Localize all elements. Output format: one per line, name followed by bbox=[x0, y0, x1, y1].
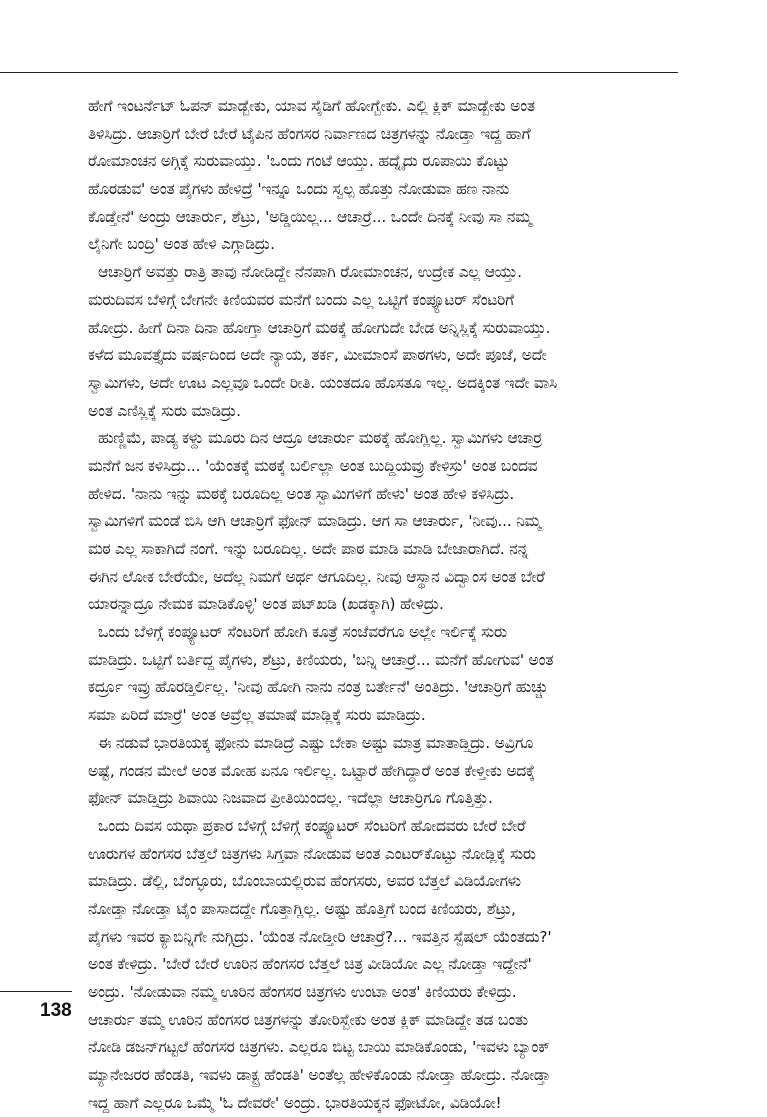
text-line: ಹೊರಡುವ' ಅಂತ ಪೈಗಳು ಹೇಳಿದ್ರೆ 'ಇನ್ನೂ ಒಂದು ಸ್ವಲ್ಪ ಹೊತ್ತು ನೋಡುವಾ ಹಣ ನಾನು bbox=[88, 180, 509, 199]
text-line: ನೋಡ್ತಾ ನೋಡ್ತಾ ಟೈಂ ಪಾಸಾದದ್ದೇ ಗೊತ್ತಾಗ್ಲಿಲ್ಲ. ಅಷ್ಟು ಹೊತ್ತಿಗೆ ಬಂದ ಕಿಣಿಯರು, ಶೆಟ್ರು, bbox=[88, 899, 516, 918]
text-line: ಅಂದ್ರು. 'ನೋಡುವಾ ನಮ್ಮ ಊರಿನ ಹೆಂಗಸರ ಚಿತ್ರಗಳು ಉಂಟಾ ಅಂತ' ಕಿಣಿಯರು ಕೇಳಿದ್ರು. bbox=[88, 983, 517, 1001]
text-line: ಅಂತ ಕೇಳಿದ್ರು. 'ಬೇರೆ ಬೇರೆ ಊರಿನ ಹೆಂಗಸರ ಬೆತ್ತಲೆ ಚಿತ್ರ ವೀಡಿಯೋ ಎಲ್ಲ ನೋಡ್ತಾ ಇದ್ದೇನೆ' bbox=[88, 955, 532, 974]
text-line: ಪೈಗಳು ಇವರ ಕ್ಯಾಬಿನ್ನಿಗೇ ನುಗ್ಗಿದ್ರು. 'ಯೆಂತ ನೋಡ್ತೀರಿ ಆಚಾರ್ರೆ?... ಇವತ್ತಿನ ಸ್ಪೆಷಲ್ ಯೆಂತದು?' bbox=[88, 927, 552, 946]
page-number: 138 bbox=[40, 1000, 72, 1021]
text-line: ತಿಳಿಸಿದ್ರು. ಆಚಾರ್ರಿಗೆ ಬೇರೆ ಬೇರೆ ಟೈಪಿನ ಹೆಂಗಸರ ನಿರ್ವಾಣದ ಚಿತ್ರಗಳನ್ನು ನೋಡ್ತಾ ಇದ್ದ ಹಾಗೆ bbox=[88, 124, 531, 143]
text-line: ಅಷ್ಟೆ, ಗಂಡನ ಮೇಲೆ ಅಂತ ಮೋಹ ಏನೂ ಇರ್ಲಿಲ್ಲ. ಒಟ್ಟಾರೆ ಹೇಗಿದ್ದಾರೆ ಅಂತ ಕೇಳ್ತೀಕು ಅದಕ್ಕೆ bbox=[88, 761, 535, 780]
text-line: ಮ್ಯಾನೇಜರರ ಹೆಂಡತಿ, ಇವಳು ಡಾಕ್ಟ್ರ ಹೆಂಡತಿ' ಅಂತೆಲ್ಲ ಹೇಳಿಕೊಂಡು ನೋಡ್ತಾ ಹೋದ್ರು. ನೋಡ್ತಾ bbox=[88, 1066, 551, 1085]
text-line: ಒಂದು ದಿವಸ ಯಥಾ ಪ್ರಕಾರ ಬೆಳಿಗ್ಗೆ ಬೆಳಿಗ್ಗೆ ಕಂಪ್ಯೂಟರ್ ಸೆಂಟರಿಗೆ ಹೋದವರು ಬೇರೆ ಬೇರೆ bbox=[98, 816, 526, 835]
text-line: ಕರ್ದ್ರೂ ಇವ್ರು ಹೊರಡ್ತಿರ್ಲಿಲ್ಲ. 'ನೀವು ಹೋಗಿ ನಾನು ನಂತ್ರ ಬರ್ತೇನೆ' ಅಂತಿದ್ರು. 'ಆಚಾರ್ರಿಗೆ ಹುಚ್ಚು bbox=[88, 678, 548, 697]
text-line: ಸ್ವಾಮಿಗಳು, ಅದೇ ಊಟ ಎಲ್ಲವೂ ಒಂದೇ ರೀತಿ. ಯಂತದೂ ಹೊಸತೂ ಇಲ್ಲ. ಅದಕ್ಕಿಂತ ಇದೇ ವಾಸಿ bbox=[88, 373, 558, 392]
text-line: ಹೇಳಿದ. 'ನಾನು ಇನ್ನು ಮಠಕ್ಕೆ ಬರೂದಿಲ್ಲ ಅಂತ ಸ್ವಾಮಿಗಳಿಗೆ ಹೇಳು' ಅಂತ ಹೇಳಿ ಕಳಿಸಿದ್ರು. bbox=[88, 484, 515, 503]
text-line: ಊರುಗಳ ಹೆಂಗಸರ ಬೆತ್ತಲೆ ಚಿತ್ರಗಳು ಸಿಗ್ತವಾ ನೋಡುವ ಅಂತ ಎಂಟರ್‌ಕೊಟ್ಟು ನೋಡ್ಲಿಕ್ಕೆ ಸುರು bbox=[88, 844, 536, 863]
top-rule bbox=[0, 72, 678, 73]
text-line: ಸ್ವಾಮಿಗಳಿಗೆ ಮಂಡೆ ಬಿಸಿ ಆಗಿ ಆಚಾರ್ರಿಗೆ ಫೋನ್ ಮಾಡಿದ್ರು. ಆಗ ಸಾ ಆಚಾರ್ರು, 'ನೀವು... ನಿಮ್ಮ bbox=[88, 512, 542, 531]
body-text bbox=[88, 93, 680, 1117]
text-line: ಯಾರನ್ನಾದ್ರೂ ನೇಮಕ ಮಾಡಿಕೊಳ್ಳಿ' ಅಂತ ಪಟ್‌ಖಡಿ (ಖಡಕ್ಕಾಗಿ) ಹೇಳಿದ್ರು. bbox=[88, 595, 444, 614]
text-line: ಹೇಗೆ ಇಂಟರ್ನೆಟ್ ಓಪನ್ ಮಾಡ್ಬೇಕು, ಯಾವ ಸೈಡಿಗೆ ಹೋಗ್ಬೇಕು. ಎಲ್ಲಿ ಕ್ಲಿಕ್ ಮಾಡ್ಬೇಕು ಅಂತ bbox=[88, 97, 535, 115]
text-line: ಕಳೆದ ಮೂವತ್ತೈದು ವರ್ಷದಿಂದ ಅದೇ ನ್ಯಾಯ, ತರ್ಕ, ಮೀಮಾಂಸೆ ಪಾಠಗಳು, ಅದೇ ಪೂಜೆ, ಅದೇ bbox=[88, 346, 547, 365]
text-line: ಇದ್ದ ಹಾಗೆ ಎಲ್ಲರೂ ಒಮ್ಮೆ 'ಓ ದೇವರೇ' ಅಂದ್ರು. ಭಾರತಿಯಕ್ಕನ ಫೋಟೋ, ವಿಡಿಯೋ! bbox=[88, 1093, 502, 1112]
text-line: ನೋಡಿ ಡಜನ್‌ಗಟ್ಟಲೆ ಹೆಂಗಸರ ಚಿತ್ರಗಳು. ಎಲ್ಲರೂ ಬಿಟ್ಟ ಬಾಯಿ ಮಾಡಿಕೊಂಡು, 'ಇವಳು ಬ್ಯಾಂಕ್ bbox=[88, 1038, 550, 1057]
text-line: ರೋಮಾಂಚನ ಅಗ್ಗಿಕ್ಕೆ ಸುರುವಾಯ್ತು. 'ಒಂದು ಗಂಟೆ ಆಯ್ತು. ಹದ್ನೈದು ರೂಪಾಯಿ ಕೊಟ್ಟು bbox=[88, 152, 510, 171]
text-line: ಈಗಿನ ಲೋಕ ಬೇರೆಯೇ, ಅದೆಲ್ಲ ನಿಮಗೆ ಅರ್ಥ ಆಗೂದಿಲ್ಲ. ನೀವು ಆಸ್ಥಾನ ವಿದ್ವಾಂಸ ಅಂತ ಬೇರೆ bbox=[88, 567, 545, 586]
text-line: ಮಾಡಿದ್ರು. ಡೆಲ್ಲಿ, ಬೆಂಗ್ಳೂರು, ಬೊಂಬಾಯಲ್ಲಿರುವ ಹೆಂಗಸರು, ಅವರ ಬೆತ್ತಲೆ ವಿಡಿಯೋಗಳು bbox=[88, 872, 521, 891]
text-line: ಮಾಡಿದ್ರು. ಒಟ್ಟಿಗೆ ಬರ್ತಿದ್ದ ಪೈಗಳು, ಶೆಟ್ರು, ಕಿಣಿಯರು, 'ಬನ್ನಿ ಆಚಾರ್ರೆ... ಮನೆಗೆ ಹೋಗುವ' ಅಂತ bbox=[88, 650, 554, 669]
text-line: ಆಚಾರ್ರು ತಮ್ಮ ಊರಿನ ಹೆಂಗಸರ ಚಿತ್ರಗಳನ್ನು ತೋರಿಸ್ಬೇಕು ಅಂತ ಕ್ಲಿಕ್ ಮಾಡಿದ್ದೇ ತಡ ಬಂತು bbox=[88, 1010, 528, 1029]
text-line: ಹೋದ್ರು. ಹೀಗೆ ದಿನಾ ದಿನಾ ಹೋಗ್ತಾ ಆಚಾರ್ರಿಗೆ ಮಠಕ್ಕೆ ಹೋಗುದೇ ಬೇಡ ಅನ್ನಿಸ್ಲಿಕ್ಕೆ ಸುರುವಾಯ್ತು. bbox=[88, 318, 551, 337]
text-line: ಫೋನ್ ಮಾಡ್ತಿದ್ರು ಶಿವಾಯಿ ನಿಜವಾದ ಪ್ರೀತಿಯಿಂದಲ್ಲ. ಇದೆಲ್ಲಾ ಆಚಾರ್ರಿಗೂ ಗೊತ್ತಿತ್ತು. bbox=[88, 789, 493, 808]
text-line: ಲೈನಿಗೇ ಬಂದ್ರಿ' ಅಂತ ಹೇಳಿ ಎಗ್ಗಾಡಿದ್ರು. bbox=[88, 235, 275, 254]
text-line: ಅಂತ ಎಣಿಸ್ಲಿಕ್ಕೆ ಸುರು ಮಾಡಿದ್ರು. bbox=[88, 401, 241, 420]
text-line: ಮನೆಗೆ ಜನ ಕಳಿಸಿದ್ರು... 'ಯೆಂತಕ್ಕೆ ಮಠಕ್ಕೆ ಬರ್ಲಿಲ್ಲಾ ಅಂತ ಬುದ್ದಿಯವ್ರು ಕೇಳಿಸ್ರು' ಅಂತ ಬಂದವ bbox=[88, 456, 538, 475]
text-line: ಒಂದು ಬೆಳಿಗ್ಗೆ ಕಂಪ್ಯೂಟರ್ ಸೆಂಟರಿಗೆ ಹೋಗಿ ಕೂತ್ರೆ ಸಂಜೆವರೆಗೂ ಅಲ್ಲೇ ಇರ್ಲಿಕ್ಕೆ ಸುರು bbox=[98, 623, 507, 642]
text-line: ಮರುದಿವಸ ಬೆಳಿಗ್ಗೆ ಬೇಗನೇ ಕಿಣಿಯವರ ಮನೆಗೆ ಬಂದು ಎಲ್ಲ ಒಟ್ಟಿಗೆ ಕಂಪ್ಯೂಟರ್ ಸೆಂಟರಿಗೆ bbox=[88, 290, 514, 309]
text-line: ಈ ನಡುವೆ ಭಾರತಿಯಕ್ಕ ಫೋನು ಮಾಡಿದ್ರೆ ಎಷ್ಟು ಬೇಕಾ ಅಷ್ಟು ಮಾತ್ರ ಮಾತಾಡ್ತಿದ್ರು. ಅವ್ರಿಗೂ bbox=[98, 733, 533, 752]
text-line: ಮಠ ಎಲ್ಲ ಸಾಕಾಗಿದೆ ನಂಗೆ. ಇನ್ನು ಬರೂದಿಲ್ಲ. ಅದೇ ಪಾಠ ಮಾಡಿ ಮಾಡಿ ಬೇಜಾರಾಗಿದೆ. ನನ್ನ bbox=[88, 540, 529, 558]
footer-rule bbox=[0, 991, 72, 992]
text-line: ಕೊಡ್ತೇನೆ' ಅಂದ್ರು ಆಚಾರ್ರು, ಶೆಟ್ರು, 'ಅಡ್ಡಿಯಿಲ್ಲ... ಆಚಾರ್ರೆ... ಒಂದೇ ದಿನಕ್ಕೆ ನೀವು ಸಾ ನಮ್ಮ bbox=[88, 207, 532, 226]
text-line: ಸಮಾ ಏರಿದೆ ಮಾರ್ರೆ' ಅಂತ ಅವ್ರೆಲ್ಲ ತಮಾಷೆ ಮಾಡ್ಲಿಕ್ಕೆ ಸುರು ಮಾಡಿದ್ರು. bbox=[88, 706, 426, 725]
text-line: ಹುಣ್ಣಿಮೆ, ಪಾಡ್ಯ ಕಳ್ದು ಮೂರು ದಿನ ಆದ್ರೂ ಆಚಾರ್ರು ಮಠಕ್ಕೆ ಹೋಗ್ಲಿಲ್ಲ. ಸ್ವಾಮಿಗಳು ಆಚಾರ್ರ bbox=[98, 429, 542, 448]
text-line: ಆಚಾರ್ರಿಗೆ ಅವತ್ತು ರಾತ್ರಿ ತಾವು ನೋಡಿದ್ದೇ ನೆನಪಾಗಿ ರೋಮಾಂಚನ, ಉದ್ರೇಕ ಎಲ್ಲ ಆಯ್ತು. bbox=[98, 263, 522, 282]
